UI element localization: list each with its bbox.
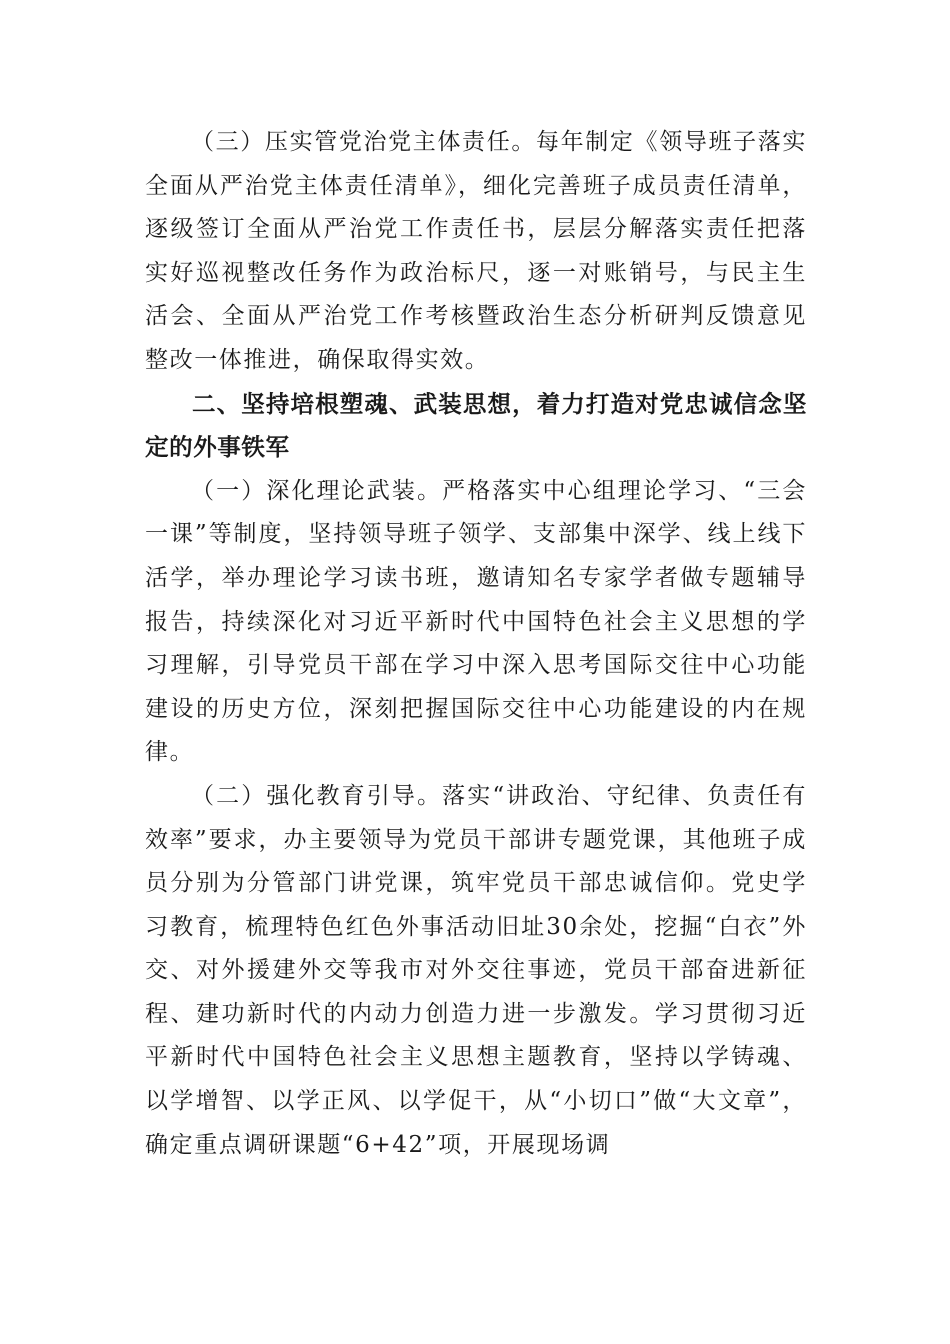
paragraph-education-guidance: （二）强化教育引导。落实“讲政治、守纪律、负责任有效率”要求，办主要领导为党员干部讲专题党课，其他班子成员分别为分管部门讲党课，筑牢党员干部忠诚信仰。党史学习教育，梳理特色红色外事活动旧址30余处，挖掘“白衣”外交、对外援建外交等我市对外交往事迹，党员干部奋进新征程、建功新时代的内动力创造力进一步激发。学习贯彻习近平新时代中国特色社会主义思想主题教育，坚持以学铸魂、以学增智、以学正风、以学促干，从“小切口”做“大文章”，确定重点调研课题“6+42”项，开展现场调 (145, 782, 807, 1158)
section-heading-2: 二、坚持培根塑魂、武装思想，着力打造对党忠诚信念坚定的外事铁军 (145, 389, 807, 462)
document-page (145, 121, 807, 1167)
paragraph-theory-armament: （一）深化理论武装。严格落实中心组理论学习、“三会一课”等制度，坚持领导班子领学、支部集中深学、线上线下活学，举办理论学习读书班，邀请知名专家学者做专题辅导报告，持续深化对习近平新时代中国特色社会主义思想的学习理解，引导党员干部在学习中深入思考国际交往中心功能建设的历史方位，深刻把握国际交往中心功能建设的内在规律。 (145, 477, 807, 766)
paragraph-section-3-responsibility: （三）压实管党治党主体责任。每年制定《领导班子落实全面从严治党主体责任清单》，细化完善班子成员责任清单，逐级签订全面从严治党工作责任书，层层分解落实责任把落实好巡视整改任务作为政治标尺，逐一对账销号，与民主生活会、全面从严治党工作考核暨政治生态分析研判反馈意见整改一体推进，确保取得实效。 (145, 129, 807, 373)
